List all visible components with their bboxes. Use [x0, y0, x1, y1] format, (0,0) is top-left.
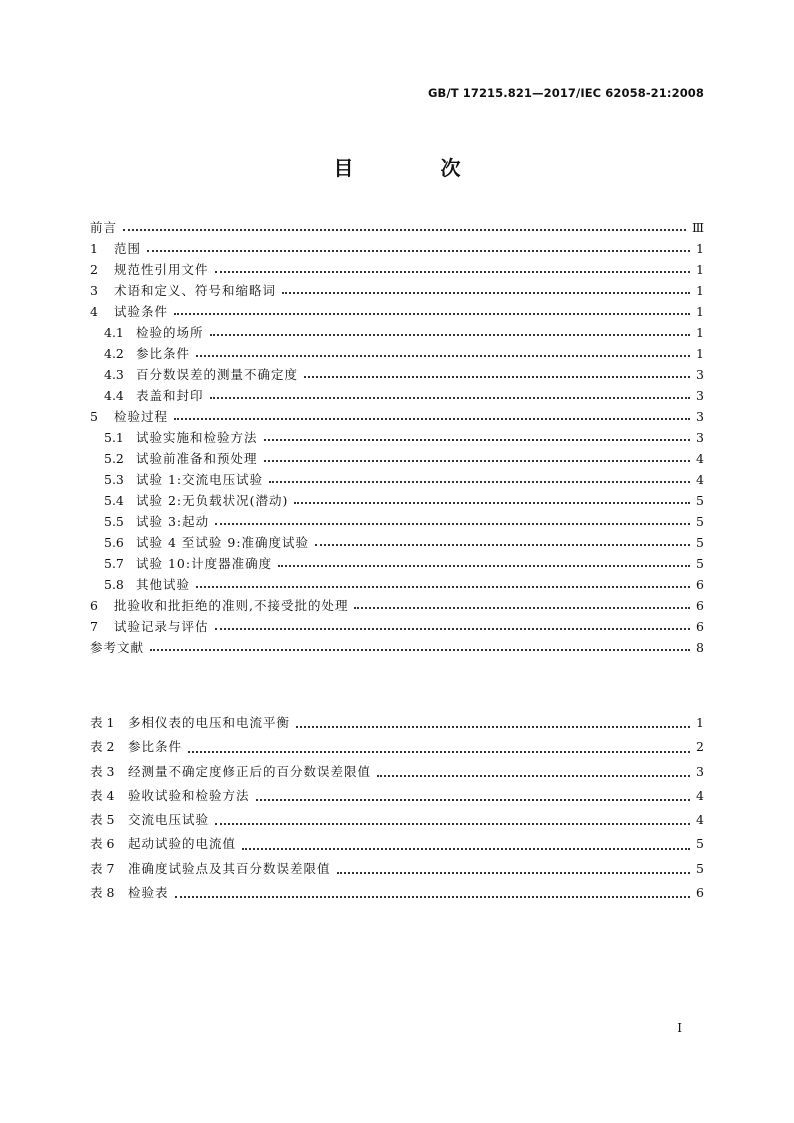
dot-leader [150, 649, 690, 651]
toc-entry-label: 试验记录与评估 [114, 619, 209, 634]
toc-subentry[interactable] [90, 427, 704, 448]
table-of-contents [90, 217, 704, 658]
toc-subentry[interactable] [90, 574, 704, 595]
table-entry[interactable] [90, 808, 704, 832]
dot-leader [215, 823, 690, 825]
dot-leader [242, 848, 690, 850]
toc-entry[interactable] [90, 259, 704, 280]
table-entry-number: 表 8 [90, 885, 115, 901]
dot-leader [123, 229, 686, 231]
toc-entry-page: 3 [696, 367, 704, 382]
table-entry-label: 检验表 [128, 885, 169, 901]
toc-entry-number: 5 [90, 409, 98, 424]
dot-leader [215, 628, 690, 630]
dot-leader [174, 313, 690, 315]
toc-entry[interactable] [90, 616, 704, 637]
toc-entry[interactable] [90, 238, 704, 259]
toc-entry-page: 3 [696, 430, 704, 445]
toc-entry-page: 5 [696, 535, 704, 550]
toc-entry[interactable] [90, 406, 704, 427]
toc-subentry[interactable] [90, 469, 704, 490]
dot-leader [210, 334, 690, 336]
dot-leader [315, 544, 690, 546]
toc-subentry[interactable] [90, 448, 704, 469]
toc-entry-label: 试验 1:交流电压试验 [136, 472, 264, 487]
toc-entry-page: 1 [696, 304, 704, 319]
toc-entry-label: 检验过程 [114, 409, 169, 424]
table-entry[interactable] [90, 735, 704, 759]
table-entry-page: 4 [696, 812, 704, 828]
toc-entry-number: 5.4 [104, 493, 124, 508]
table-entry-label: 交流电压试验 [128, 812, 210, 828]
toc-entry-label: 参考文献 [90, 640, 145, 655]
toc-entry-page: 5 [696, 514, 704, 529]
toc-entry-label: 试验 2:无负载状况(潜动) [136, 493, 289, 508]
toc-subentry[interactable] [90, 364, 704, 385]
toc-entry-number: 5.5 [104, 514, 124, 529]
toc-subentry[interactable] [90, 511, 704, 532]
toc-entry-page: 1 [696, 283, 704, 298]
toc-entry-number: 5.8 [104, 577, 124, 592]
dot-leader [377, 775, 690, 777]
dot-leader [337, 872, 690, 874]
dot-leader [264, 439, 690, 441]
toc-entry-number: 4.3 [104, 367, 124, 382]
toc-entry-number: 5.3 [104, 472, 124, 487]
toc-entry-page: 5 [696, 493, 704, 508]
toc-entry-number: 4.2 [104, 346, 124, 361]
toc-entry[interactable] [90, 301, 704, 322]
dot-leader [215, 523, 690, 525]
toc-entry-label: 表盖和封印 [136, 388, 204, 403]
toc-entry-label: 试验实施和检验方法 [136, 430, 258, 445]
table-entry-page: 6 [696, 885, 704, 901]
dot-leader [278, 565, 690, 567]
toc-entry-page: 1 [696, 241, 704, 256]
dot-leader [282, 292, 690, 294]
toc-entry-page: 3 [696, 388, 704, 403]
table-entry-label: 验收试验和检验方法 [128, 787, 250, 803]
toc-entry-label: 批验收和批拒绝的准则,不接受批的处理 [114, 598, 349, 613]
toc-entry-label: 试验条件 [114, 304, 169, 319]
toc-entry-page: 1 [696, 325, 704, 340]
toc-subentry[interactable] [90, 532, 704, 553]
table-entry-number: 表 7 [90, 860, 115, 876]
dot-leader [304, 376, 690, 378]
dot-leader [174, 418, 690, 420]
page-title: 目 次 [333, 156, 501, 180]
toc-entry-page: Ⅲ [691, 220, 704, 235]
toc-entry-number: 4.1 [104, 325, 124, 340]
toc-entry-number: 4.4 [104, 388, 124, 403]
toc-entry-label: 检验的场所 [136, 325, 204, 340]
toc-entry-label: 规范性引用文件 [114, 262, 209, 277]
toc-entry-page: 6 [696, 598, 704, 613]
table-entry-label: 参比条件 [128, 739, 183, 755]
table-entry-page: 4 [696, 787, 704, 803]
table-entry-page: 2 [696, 739, 704, 755]
toc-subentry[interactable] [90, 343, 704, 364]
toc-entry-label: 其他试验 [136, 577, 191, 592]
table-entry-label: 准确度试验点及其百分数误差限值 [128, 860, 331, 876]
dot-leader [210, 397, 690, 399]
table-entry-number: 表 5 [90, 812, 115, 828]
toc-entry[interactable] [90, 637, 704, 658]
table-entry-label: 经测量不确定度修正后的百分数误差限值 [128, 763, 372, 779]
standard-header: GB/T 17215.821—2017/IEC 62058-21:2008 [427, 86, 704, 100]
table-entry[interactable] [90, 857, 704, 881]
toc-entry-label: 试验前准备和预处理 [136, 451, 258, 466]
table-entry-label: 多相仪表的电压和电流平衡 [128, 715, 291, 730]
toc-entry-number: 5.6 [104, 535, 124, 550]
toc-entry[interactable] [90, 217, 704, 238]
toc-entry-label: 试验 4 至试验 9:准确度试验 [136, 535, 310, 550]
table-entry-number: 表 3 [90, 763, 115, 779]
dot-leader [147, 250, 690, 252]
page-number: I [677, 1021, 682, 1035]
toc-entry-number: 6 [90, 598, 98, 613]
toc-entry-number: 5.2 [104, 451, 124, 466]
toc-entry-number: 5.7 [104, 556, 124, 571]
table-entry-number: 表 6 [90, 836, 115, 852]
dot-leader [354, 607, 690, 609]
dot-leader [294, 502, 690, 504]
list-of-tables [90, 711, 704, 905]
toc-subentry[interactable] [90, 322, 704, 343]
table-entry[interactable] [90, 711, 704, 735]
toc-entry-page: 6 [696, 577, 704, 592]
toc-subentry[interactable] [90, 553, 704, 574]
toc-entry-page: 1 [696, 262, 704, 277]
toc-entry-label: 术语和定义、符号和缩略词 [114, 283, 277, 298]
toc-entry-number: 2 [90, 262, 98, 277]
dot-leader [196, 586, 690, 588]
toc-entry-page: 4 [696, 472, 704, 487]
toc-entry-page: 8 [696, 640, 704, 655]
dot-leader [215, 271, 690, 273]
dot-leader [264, 460, 690, 462]
dot-leader [196, 355, 690, 357]
table-entry[interactable] [90, 784, 704, 808]
toc-entry-page: 3 [696, 409, 704, 424]
table-entry-number: 表 2 [90, 739, 115, 755]
dot-leader [296, 726, 690, 728]
table-entry-page: 5 [696, 836, 704, 852]
dot-leader [269, 481, 690, 483]
toc-entry-label: 试验 3:起动 [136, 514, 210, 529]
table-entry[interactable] [90, 881, 704, 905]
toc-entry-page: 6 [696, 619, 704, 634]
toc-entry[interactable] [90, 280, 704, 301]
toc-entry-label: 参比条件 [136, 346, 191, 361]
toc-entry[interactable] [90, 595, 704, 616]
toc-entry-page: 4 [696, 451, 704, 466]
toc-entry-label: 试验 10:计度器准确度 [136, 556, 273, 571]
dot-leader [188, 751, 690, 753]
toc-entry-number: 4 [90, 304, 98, 319]
dot-leader [256, 799, 690, 801]
toc-entry-page: 1 [696, 346, 704, 361]
toc-entry-number: 5.1 [104, 430, 124, 445]
toc-entry-number: 7 [90, 619, 98, 634]
toc-entry-label: 前言 [90, 220, 118, 235]
table-entry-page: 3 [696, 763, 704, 779]
table-entry-label: 起动试验的电流值 [128, 836, 237, 852]
toc-entry-label: 范围 [114, 241, 142, 256]
table-entry-number: 表 4 [90, 787, 115, 803]
table-entry-number: 表 1 [90, 715, 115, 730]
dot-leader [175, 896, 690, 898]
table-entry-page: 1 [696, 715, 704, 730]
table-entry-page: 5 [696, 860, 704, 876]
toc-subentry[interactable] [90, 385, 704, 406]
table-entry[interactable] [90, 832, 704, 856]
toc-subentry[interactable] [90, 490, 704, 511]
toc-entry-label: 百分数误差的测量不确定度 [136, 367, 299, 382]
toc-entry-number: 1 [90, 241, 98, 256]
toc-entry-page: 5 [696, 556, 704, 571]
toc-entry-number: 3 [90, 283, 98, 298]
table-entry[interactable] [90, 760, 704, 784]
